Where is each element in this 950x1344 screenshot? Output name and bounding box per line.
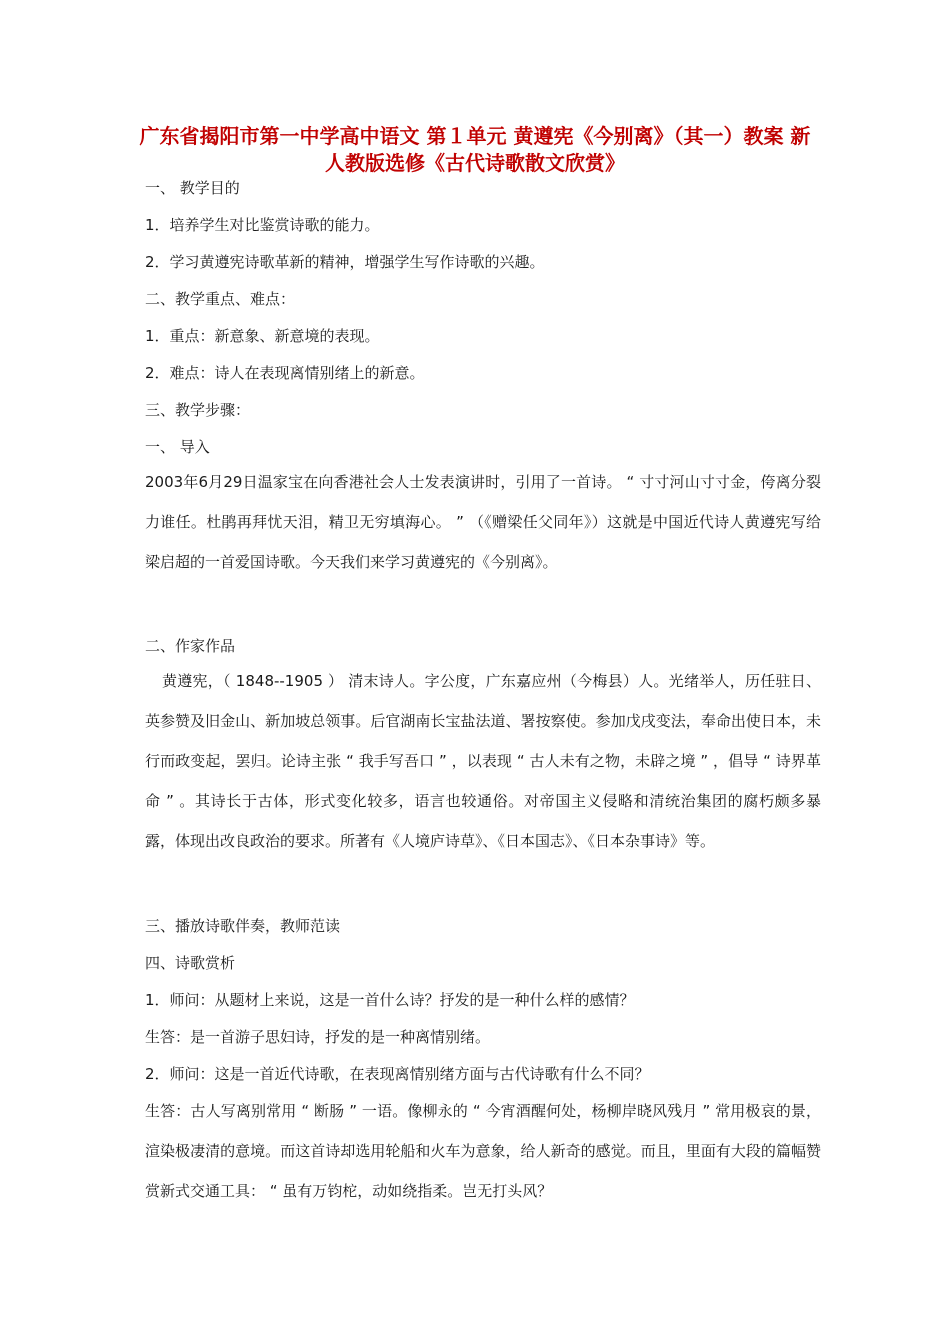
key-point-1: 1．重点：新意象、新意境的表现。 [145, 327, 380, 345]
section-heading-key-points: 二、教学重点、难点： [145, 290, 296, 308]
objective-1: 1．培养学生对比鉴赏诗歌的能力。 [145, 216, 380, 234]
objective-2: 2．学习黄遵宪诗歌革新的精神，增强学生写作诗歌的兴趣。 [145, 253, 545, 271]
author-paragraph: 黄遵宪，（ 1848--1905 ） 清末诗人。字公度，广东嘉应州（今梅县）人。光绪举人，历任驻日、英参赞及旧金山、新加坡总领事。后官湖南长宝盐法道、署按察使。参加戊戌变法，奉命出使日本，未行而政变起，罢归。论诗主张 “ 我手写吾口 ” ，以表现 “ 古人未有之物，未辟之境 ” ，倡导 “ 诗界革命 ” 。其诗长于古体，形式变化较多，语言也较通俗。对帝国主义侵略和清统治集团的腐朽颇多暴露，体现出改良政治的要求。所著有《人境庐诗草》、《日本国志》、《日本杂事诗》等。 [145, 672, 821, 850]
step-heading-reading: 三、播放诗歌伴奏，教师范读 [145, 917, 341, 935]
section-heading-objectives: 一、 教学目的 [145, 179, 240, 197]
question-2: 2．师问：这是一首近代诗歌，在表现离情别绪方面与古代诗歌有什么不同？ [145, 1065, 650, 1083]
step-heading-intro: 一、 导入 [145, 438, 210, 456]
step-heading-analysis: 四、诗歌赏析 [145, 954, 236, 972]
step-heading-author: 二、作家作品 [145, 637, 236, 655]
document-title: 广东省揭阳市第一中学高中语文 第１单元 黄遵宪《今别离》（其一）教案 新人教版选修《古代诗歌散文欣赏》 [139, 124, 811, 175]
section-heading-steps: 三、教学步骤： [145, 401, 251, 419]
intro-paragraph: 2003年6月29日温家宝在向香港社会人士发表演讲时，引用了一首诗。 “ 寸寸河山寸寸金，侉离分裂力谁任。杜鹃再拜忧天泪，精卫无穷填海心。 ” （《赠梁任父同年》）这就是中国近代诗人黄遵宪写给梁启超的一首爱国诗歌。今天我们来学习黄遵宪的《今别离》。 [145, 473, 821, 571]
key-point-2: 2．难点：诗人在表现离情别绪上的新意。 [145, 364, 425, 382]
answer-1: 生答：是一首游子思妇诗，抒发的是一种离情别绪。 [145, 1028, 491, 1046]
answer-2: 生答：古人写离别常用 “ 断肠 ” 一语。像柳永的 “ 今宵酒醒何处，杨柳岸晓风残月 ” 常用极哀的景，渲染极凄清的意境。而这首诗却选用轮船和火车为意象，给人新奇的感觉。而且，里面有大段的篇幅赞赏新式交通工具： “ 虽有万钧柁，动如绕指柔。岂无打头风？ [145, 1102, 821, 1200]
question-1: 1．师问：从题材上来说，这是一首什么诗？抒发的是一种什么样的感情？ [145, 991, 635, 1009]
